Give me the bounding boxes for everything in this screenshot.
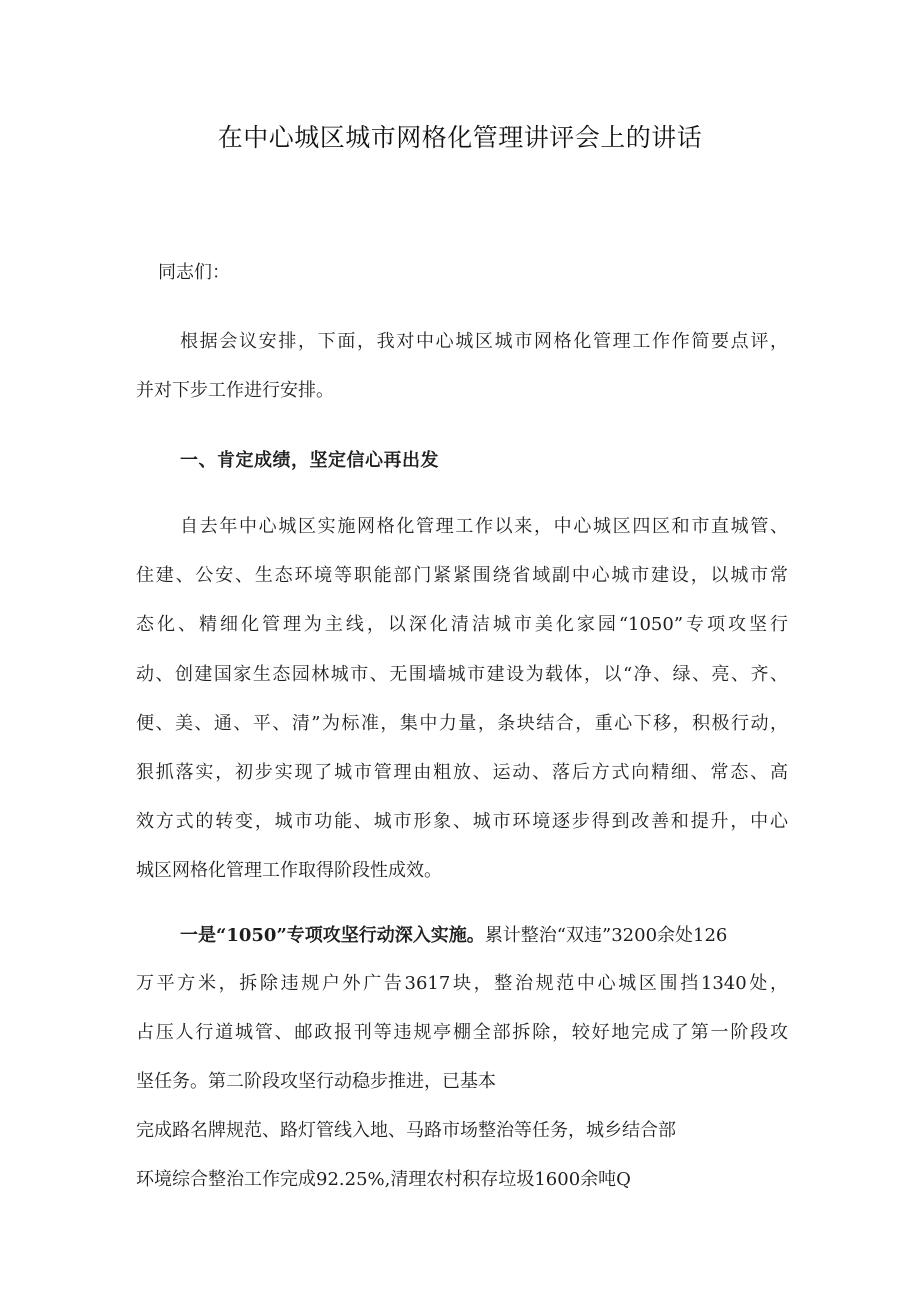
- paragraph-line: 动、创建国家生态园林城市、无围墙城市建设为载体，以“净、绿、亮、齐、: [136, 664, 788, 685]
- paragraph-line: 万平方米，拆除违规户外广告3617块，整治规范中心城区围挡1340处，: [136, 973, 788, 994]
- paragraph-line: 住建、公安、生态环境等职能部门紧紧围绕省域副中心城市建设，以城市常: [136, 565, 788, 586]
- paragraph-line: 狠抓落实，初步实现了城市管理由粗放、运动、落后方式向精细、常态、高: [136, 762, 788, 783]
- paragraph-line: 占压人行道城管、邮政报刊等违规亭棚全部拆除，较好地完成了第一阶段攻: [136, 1022, 788, 1043]
- intro-line: 并对下步工作进行安排。: [136, 380, 334, 401]
- paragraph-lead-bold: 一是“1050”专项攻坚行动深入实施。: [180, 925, 485, 946]
- paragraph-text: 累计整治“双违”3200余处126: [484, 925, 728, 946]
- intro-line: 根据会议安排，下面，我对中心城区城市网格化管理工作作简要点评，: [180, 331, 788, 352]
- paragraph-line: 自去年中心城区实施网格化管理工作以来，中心城区四区和市直城管、: [180, 516, 788, 537]
- salutation: 同志们：: [158, 262, 230, 283]
- paragraph-line: 城区网格化管理工作取得阶段性成效。: [136, 860, 442, 881]
- section-heading: 一、肯定成绩，坚定信心再出发: [180, 450, 439, 471]
- paragraph-line: [180, 921, 727, 951]
- paragraph-line: 便、美、通、平、清”为标准，集中力量，条块结合，重心下移，积极行动，: [136, 713, 788, 734]
- paragraph-line: 坚任务。第二阶段攻坚行动稳步推进，已基本: [136, 1071, 496, 1092]
- paragraph-line: 环境综合整治工作完成92.25%,清理农村积存垃圾1600余吨Q: [136, 1169, 631, 1190]
- document-title: 在中心城区城市网格化管理讲评会上的讲话: [217, 123, 703, 152]
- paragraph-line: 态化、精细化管理为主线，以深化清洁城市美化家园“1050”专项攻坚行: [136, 614, 788, 635]
- paragraph-line: 完成路名牌规范、路灯管线入地、马路市场整治等任务，城乡结合部: [136, 1120, 676, 1141]
- paragraph-line: 效方式的转变，城市功能、城市形象、城市环境逐步得到改善和提升，中心: [136, 811, 788, 832]
